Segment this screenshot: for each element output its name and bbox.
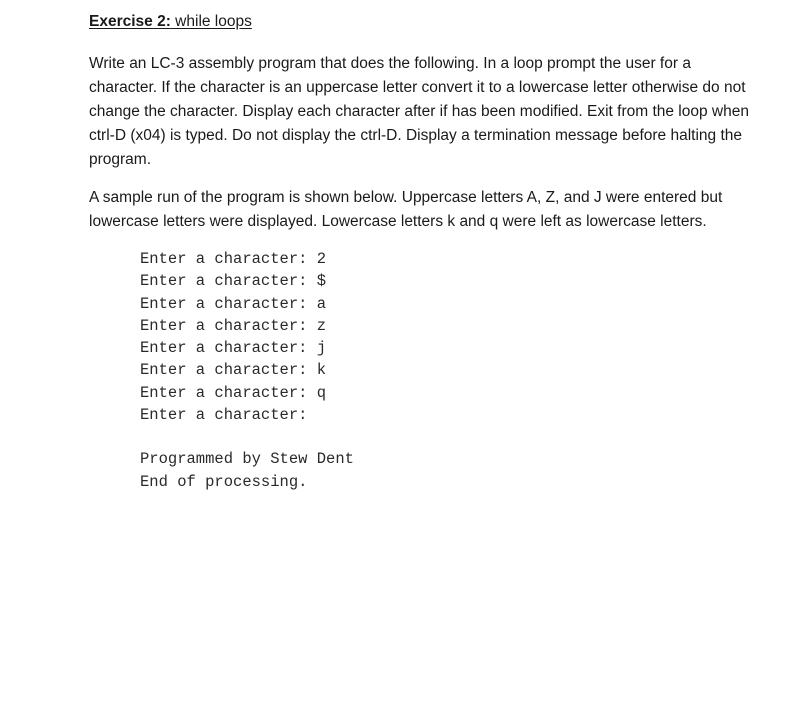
sample-line: Enter a character: a: [140, 294, 327, 313]
sample-line: Enter a character: q: [140, 383, 327, 402]
exercise-heading: [89, 11, 749, 33]
sample-line: Enter a character: 2: [140, 250, 327, 268]
exercise-number: Exercise 2:: [89, 13, 171, 30]
exercise-title: while loops: [170, 13, 252, 30]
sample-footer-line: End of processing.: [140, 472, 308, 491]
sample-line: Enter a character: j: [140, 339, 327, 358]
sample-run-output: [140, 248, 749, 493]
sample-line: Enter a character: z: [140, 316, 327, 335]
instructions-paragraph: Write an LC-3 assembly program that does the following. In a loop prompt the user for a character. If the character is an uppercase letter convert it to a lowercase letter otherwise do not change the character. Display each character after if has been modified. Exit from the loop when ctrl-D (x04) is typed. Do not display the ctrl-D. Display a termination message before halting the program.: [89, 55, 749, 168]
sample-blank-line: [140, 426, 749, 448]
document-page: [89, 11, 749, 493]
sample-description-paragraph: A sample run of the program is shown below. Uppercase letters A, Z, and J were entered but lowercase letters were displayed. Lowercase letters k and q were left as lowercase letters.: [89, 189, 723, 230]
sample-line: Enter a character: k: [140, 361, 327, 380]
sample-line: Enter a character: $: [140, 272, 327, 291]
sample-footer-line: Programmed by Stew Dent: [140, 450, 354, 469]
sample-line: Enter a character:: [140, 406, 308, 425]
